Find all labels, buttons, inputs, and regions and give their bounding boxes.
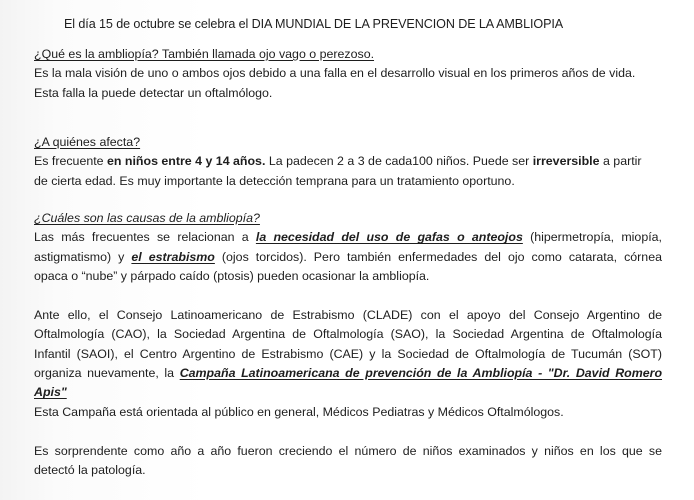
text-run: organiza nuevamente, la bbox=[34, 365, 180, 380]
text-run: a partir bbox=[599, 154, 642, 169]
paragraph-line: detectó la patología. bbox=[34, 463, 146, 478]
text-run: Las más frecuentes se relacionan a bbox=[34, 230, 256, 245]
section-causas bbox=[34, 209, 662, 286]
paragraph-line: Es la mala visión de uno o ambos ojos debido a una falla en el desarrollo visual en los primeros años de vida. bbox=[34, 66, 636, 81]
emphasis-gafas: la necesidad del uso de gafas o anteojos bbox=[255, 230, 523, 245]
paragraph-line: Es sorprendente como año a año fueron creciendo el número de niños examinados y niños en los que se bbox=[34, 444, 662, 458]
text-run: astigmatismo) y bbox=[34, 249, 132, 264]
section-consejo bbox=[34, 306, 662, 402]
campaign-name: Campaña Latinoamericana de prevención de la Ambliopía - "Dr. David Romero Apis" bbox=[34, 365, 663, 400]
emphasis-irreversible: irreversible bbox=[532, 154, 600, 169]
section-sorprendente bbox=[34, 442, 662, 481]
emphasis-age-range: en niños entre 4 y 14 años. bbox=[107, 154, 266, 169]
paragraph-line: de cierta edad. Es muy importante la detección temprana para un tratamiento oportuno. bbox=[34, 173, 515, 188]
text-run: La padecen 2 a 3 de cada100 niños. Puede ser bbox=[265, 154, 533, 169]
paragraph-line: Infantil (SAOI), el Centro Argentino de Estrabismo (CAE) y la Sociedad de Oftalmología de Tucumán (SOT) bbox=[34, 346, 662, 361]
paragraph-line bbox=[34, 364, 662, 403]
section-heading: ¿Cuáles son las causas de la ambliopía? bbox=[34, 211, 260, 225]
paragraph-line: Esta Campaña está orientada al público en general, Médicos Pediatras y Médicos Oftalmólogos. bbox=[34, 405, 564, 419]
paragraph-line bbox=[34, 152, 662, 171]
section-heading: ¿Qué es la ambliopía? También llamada ojo vago o perezoso. bbox=[34, 47, 375, 61]
paragraph-line: Ante ello, el Consejo Latinoamericano de Estrabismo (CLADE) con el apoyo del Consejo Argentino de bbox=[34, 308, 662, 322]
paragraph-line bbox=[34, 228, 662, 247]
paragraph-line: Oftalmología (CAO), la Sociedad Argentina de Oftalmología (SAO), la Sociedad Argentina de Oftalmología bbox=[34, 327, 662, 342]
section-campana bbox=[34, 403, 662, 422]
text-run: (hipermetropía, miopía, bbox=[522, 230, 662, 245]
section-a-quienes bbox=[34, 133, 662, 191]
emphasis-estrabismo: el estrabismo bbox=[131, 249, 215, 264]
paragraph-line bbox=[34, 248, 662, 267]
paragraph-line: Esta falla la puede detectar un oftalmólogo. bbox=[34, 85, 273, 100]
paragraph-line: opaca o “nube” y párpado caído (ptosis) pueden ocasionar la ambliopía. bbox=[34, 268, 430, 283]
section-que-es bbox=[34, 45, 662, 103]
section-heading: ¿A quiénes afecta? bbox=[34, 135, 141, 149]
document-title: El día 15 de octubre se celebra el DIA MUNDIAL DE LA PREVENCION DE LA AMBLIOPIA bbox=[64, 17, 564, 31]
text-run: (ojos torcidos). Pero también enfermedades del ojo como catarata, córnea bbox=[214, 249, 662, 264]
text-run: Es frecuente bbox=[34, 154, 108, 169]
